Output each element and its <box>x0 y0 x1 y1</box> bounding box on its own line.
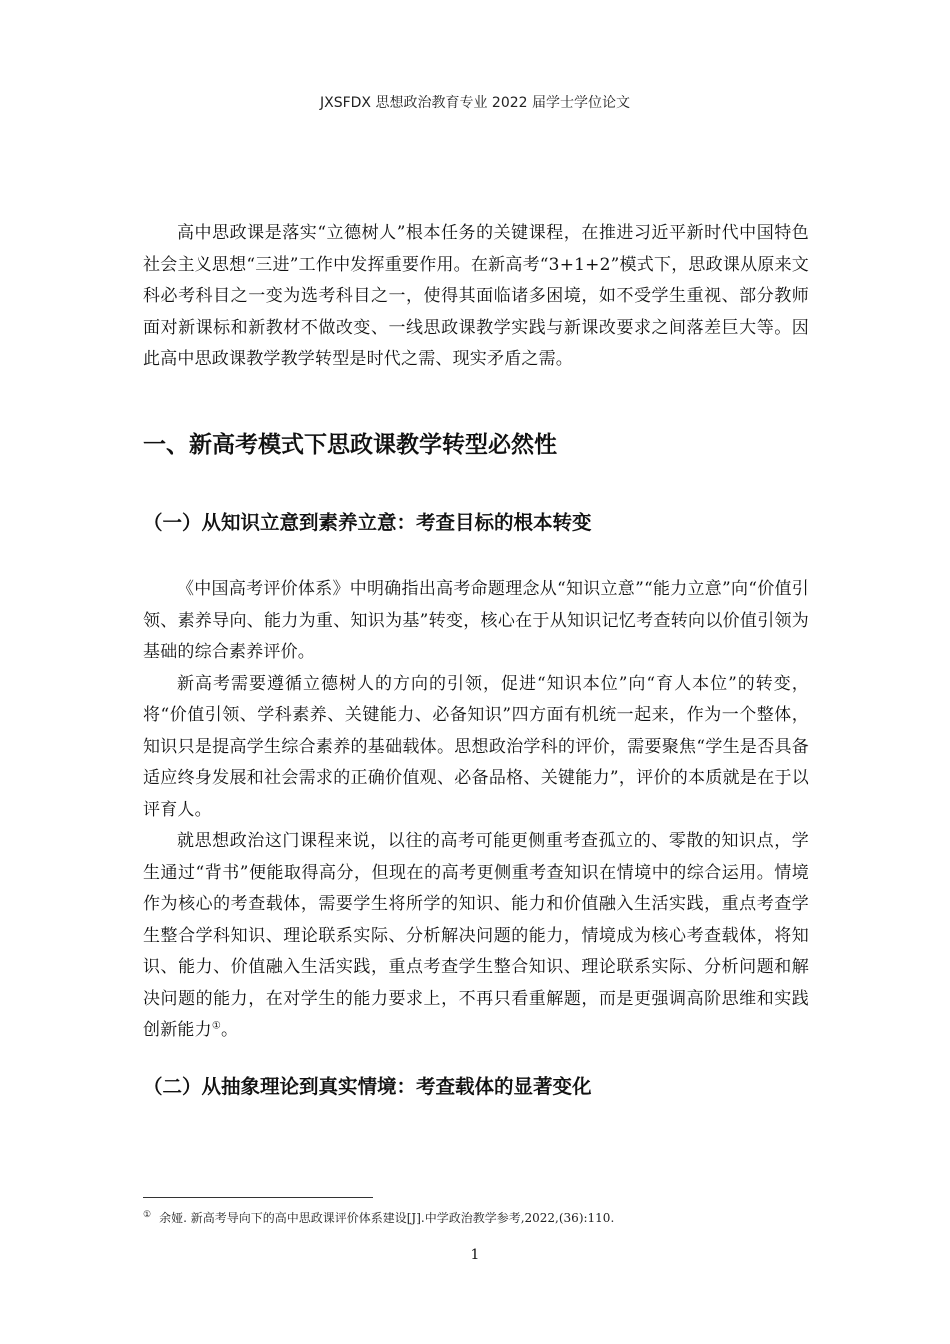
body-paragraph: 《中国高考评价体系》中明确指出高考命题理念从“知识立意”“能力立意”向“价值引领、素养导向、能力为重、知识为基”转变，核心在于从知识记忆考查转向以价值引领为基础的综合素养评价。 <box>143 579 809 662</box>
chapter-heading: 一、新高考模式下思政课教学转型必然性 <box>143 432 557 458</box>
paragraph-end: 。 <box>220 1020 239 1040</box>
body-paragraph-with-footnote <box>143 826 809 1047</box>
intro-block <box>143 218 809 376</box>
footnote-divider <box>143 1197 373 1198</box>
footnote <box>143 1209 823 1227</box>
section1-body <box>143 574 809 1047</box>
section-heading-1: （一）从知识立意到素养立意：考查目标的根本转变 <box>143 511 592 534</box>
footnote-number: ① <box>143 1210 152 1220</box>
footnote-reference: ① <box>211 1020 221 1032</box>
paragraph-text: 就思想政治这门课程来说，以往的高考可能更侧重考查孤立的、零散的知识点，学生通过“背书”便能取得高分，但现在的高考更侧重考查知识在情境中的综合运用。情境作为核心的考查载体，需要学生将所学的知识、能力和价值融入生活实践，重点考查学生整合学科知识、理论联系实际、分析解决问题的能力，情境成为核心考查载体，将知识、能力、价值融入生活实践，重点考查学生整合知识、理论联系实际、分析问题和解决问题的能力，在对学生的能力要求上，不再只看重解题，而是更强调高阶思维和实践创新能力 <box>143 831 809 1040</box>
page-number: 1 <box>470 1247 480 1263</box>
running-header: JXSFDX 思想政治教育专业 2022 届学士学位论文 <box>319 95 630 111</box>
body-paragraph: 新高考需要遵循立德树人的方向的引领，促进“知识本位”向“育人本位”的转变，将“价值引领、学科素养、关键能力、必备知识”四方面有机统一起来，作为一个整体，知识只是提高学生综合素养的基础载体。思想政治学科的评价，需要聚焦“学生是否具备适应终身发展和社会需求的正确价值观、必备品格、关键能力”，评价的本质就是在于以评育人。 <box>143 673 809 820</box>
intro-paragraph: 高中思政课是落实“立德树人”根本任务的关键课程，在推进习近平新时代中国特色社会主义思想“三进”工作中发挥重要作用。在新高考“3+1+2”模式下，思政课从原来文科必考科目之一变为选考科目之一，使得其面临诸多困境，如不受学生重视、部分教师面对新课标和新教材不做改变、一线思政课教学实践与新课改要求之间落差巨大等。因此高中思政课教学教学转型是时代之需、现实矛盾之需。 <box>143 223 809 369</box>
section-heading-2: （二）从抽象理论到真实情境：考查载体的显著变化 <box>143 1075 592 1098</box>
footnote-text: 余娅. 新高考导向下的高中思政课评价体系建设[J].中学政治教学参考,2022,(36):110. <box>159 1211 615 1225</box>
